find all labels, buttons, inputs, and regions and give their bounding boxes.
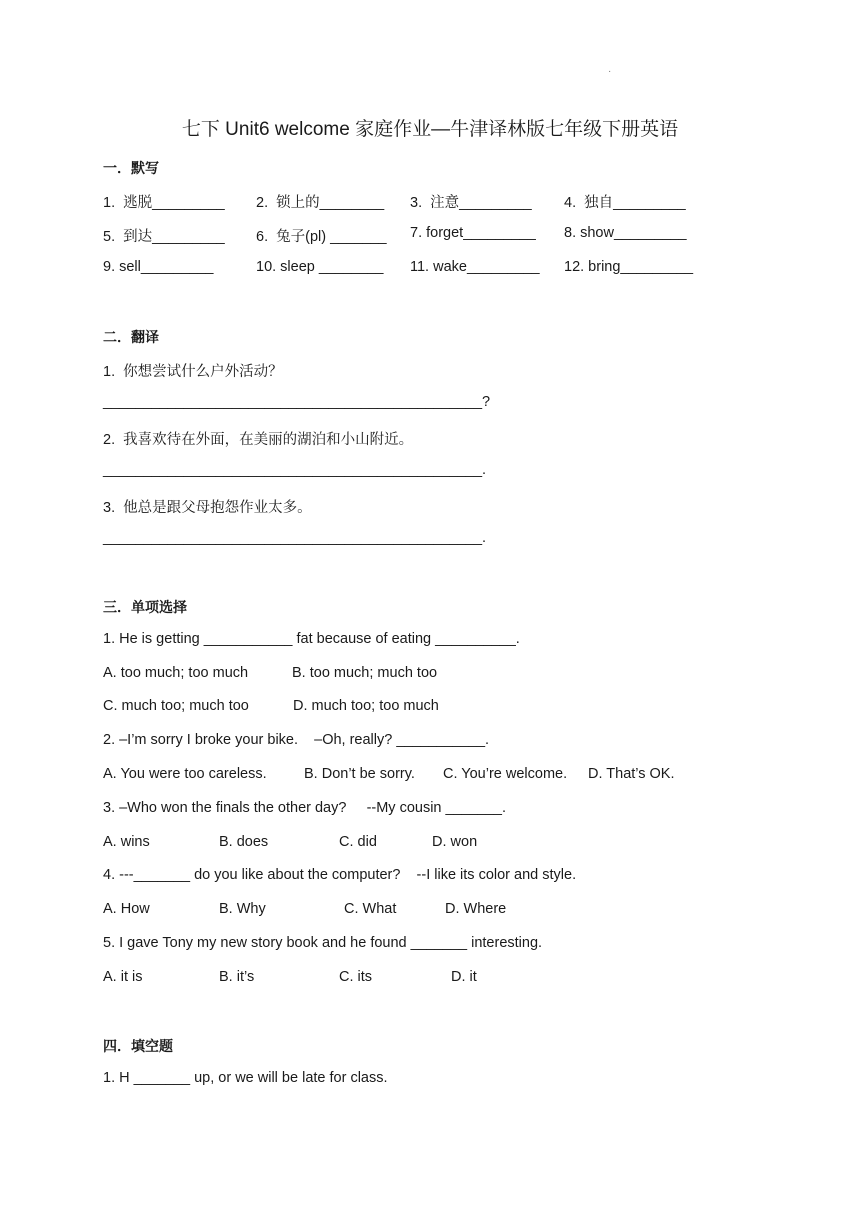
page-dot: · — [608, 66, 612, 77]
section-2-heading: 二．翻译 — [103, 329, 159, 345]
section-3-heading: 三．单项选择 — [103, 599, 187, 615]
translation-question: 2. 我喜欢待在外面，在美丽的湖泊和小山附近。 — [103, 432, 414, 448]
answer-line: _______________________________________________. — [103, 530, 487, 546]
mc-option: D. much too; too much — [293, 698, 439, 714]
dictation-item: 2. 锁上的________ — [256, 195, 385, 211]
dictation-item: 1. 逃脱_________ — [103, 195, 225, 211]
mc-option: B. too much; much too — [292, 665, 438, 681]
mc-option: C. What — [344, 901, 397, 917]
mc-option: A. You were too careless. — [103, 766, 267, 782]
dictation-item: 7. forget_________ — [410, 225, 536, 241]
mc-option: C. You’re welcome. — [443, 766, 568, 782]
mc-question: 1. He is getting ___________ fat because of eating __________. — [103, 631, 520, 647]
mc-option: B. it’s — [219, 969, 255, 985]
mc-question: 5. I gave Tony my new story book and he found _______ interesting. — [103, 935, 543, 951]
mc-option: B. Don’t be sorry. — [304, 766, 415, 782]
dictation-item: 12. bring_________ — [564, 259, 694, 275]
fill-in-question: 1. H _______ up, or we will be late for class. — [103, 1070, 388, 1086]
mc-option: B. Why — [219, 901, 266, 917]
dictation-item: 11. wake_________ — [410, 259, 540, 275]
dictation-item: 6. 兔子(pl) _______ — [256, 229, 387, 245]
section-1-heading: 一．默写 — [103, 160, 159, 176]
mc-option: C. its — [339, 969, 373, 985]
mc-option: D. won — [432, 834, 478, 850]
page-title: 七下 Unit6 welcome 家庭作业—牛津译林版七年级下册英语 — [181, 119, 679, 140]
mc-option: D. Where — [445, 901, 507, 917]
mc-option: D. it — [451, 969, 477, 985]
dictation-item: 8. show_________ — [564, 225, 687, 241]
mc-option: A. it is — [103, 969, 143, 985]
answer-line: _______________________________________________. — [103, 462, 487, 478]
translation-question: 1. 你想尝试什么户外活动？ — [103, 364, 283, 380]
dictation-item: 9. sell_________ — [103, 259, 214, 275]
mc-option: C. much too; much too — [103, 698, 249, 714]
dictation-item: 3. 注意_________ — [410, 195, 532, 211]
mc-option: A. too much; too much — [103, 665, 249, 681]
dictation-item: 5. 到达_________ — [103, 229, 225, 245]
translation-question: 3. 他总是跟父母抱怨作业太多。 — [103, 500, 312, 516]
answer-line: _______________________________________________? — [103, 394, 491, 410]
mc-option: A. How — [103, 901, 150, 917]
mc-option: B. does — [219, 834, 269, 850]
section-4-heading: 四．填空题 — [103, 1038, 173, 1054]
mc-option: A. wins — [103, 834, 150, 850]
mc-question: 3. –Who won the finals the other day? --My cousin _______. — [103, 800, 507, 816]
mc-question: 2. –I’m sorry I broke your bike. –Oh, really? ___________. — [103, 732, 490, 748]
mc-option: C. did — [339, 834, 377, 850]
mc-question: 4. ---_______ do you like about the computer? --I like its color and style. — [103, 867, 577, 883]
dictation-item: 10. sleep ________ — [256, 259, 384, 275]
dictation-item: 4. 独自_________ — [564, 195, 686, 211]
mc-option: D. That’s OK. — [588, 766, 675, 782]
